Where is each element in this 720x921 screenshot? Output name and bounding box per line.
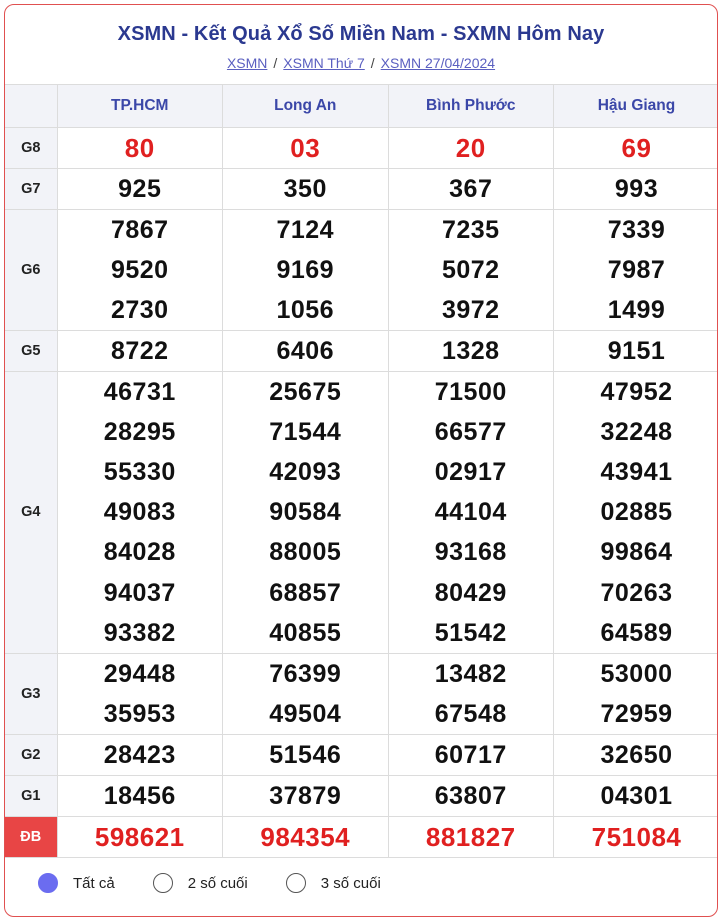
prize-label-header <box>5 85 57 127</box>
prize-cell <box>554 209 719 330</box>
prize-number: 03 <box>290 132 321 163</box>
prize-cell <box>57 734 223 775</box>
prize-cell <box>554 653 719 734</box>
prize-label: ĐB <box>5 817 57 858</box>
prize-cell <box>57 776 223 817</box>
prize-number: 93382 <box>103 618 176 647</box>
prize-label: G6 <box>5 209 57 330</box>
prize-cell <box>554 127 719 168</box>
prize-cell <box>223 653 389 734</box>
breadcrumb-link-xsmn[interactable]: XSMN <box>226 55 268 71</box>
prize-number: 68857 <box>269 578 342 607</box>
results-header <box>5 5 717 85</box>
prize-number: 1499 <box>607 295 666 324</box>
prize-number: 9520 <box>110 255 169 284</box>
prize-cell <box>388 734 554 775</box>
prize-label: G2 <box>5 734 57 775</box>
prize-number: 8722 <box>110 336 169 365</box>
prize-number: 76399 <box>269 659 342 688</box>
prize-row-g8 <box>5 127 718 168</box>
prize-number: 6406 <box>276 336 335 365</box>
prize-cell <box>57 127 223 168</box>
page-title: XSMN - Kết Quả Xổ Số Miền Nam - SXMN Hôm Nay <box>117 23 605 45</box>
filter-option-last-3[interactable] <box>286 873 381 893</box>
prize-number: 55330 <box>103 458 176 487</box>
prize-cell <box>223 734 389 775</box>
province-header: Hậu Giang <box>554 85 719 127</box>
prize-number: 751084 <box>591 822 682 853</box>
prize-number: 28295 <box>103 418 176 447</box>
prize-number: 93168 <box>434 538 507 567</box>
prize-cell <box>388 127 554 168</box>
prize-number: 37879 <box>269 782 342 810</box>
prize-cell <box>554 168 719 209</box>
prize-number: 1328 <box>441 336 500 365</box>
breadcrumb <box>5 55 717 71</box>
digit-filter <box>5 848 718 917</box>
prize-label: G8 <box>5 127 57 168</box>
prize-cell <box>223 127 389 168</box>
prize-label: G4 <box>5 372 57 654</box>
prize-number: 64589 <box>600 618 673 647</box>
prize-number: 7124 <box>276 215 335 244</box>
radio-button[interactable] <box>153 873 173 893</box>
prize-number: 881827 <box>425 822 516 853</box>
prize-number: 984354 <box>260 822 351 853</box>
prize-number: 70263 <box>600 578 673 607</box>
prize-number: 7339 <box>607 215 666 244</box>
prize-number: 32650 <box>600 740 673 769</box>
prize-cell <box>57 168 223 209</box>
prize-row-g6 <box>5 209 718 330</box>
prize-number: 80429 <box>434 578 507 607</box>
prize-number: 53000 <box>600 659 673 688</box>
prize-number: 51542 <box>434 618 507 647</box>
prize-cell <box>554 734 719 775</box>
prize-number: 42093 <box>269 458 342 487</box>
prize-number: 29448 <box>103 659 176 688</box>
prize-number: 2730 <box>110 295 169 324</box>
breadcrumb-separator: / <box>273 55 278 71</box>
prize-number: 71500 <box>434 378 507 407</box>
prize-number: 02917 <box>434 458 507 487</box>
prize-number: 71544 <box>269 418 342 447</box>
prize-number: 02885 <box>600 498 673 527</box>
province-header: TP.HCM <box>57 85 223 127</box>
province-header-row <box>5 85 718 127</box>
results-table <box>5 85 718 858</box>
prize-number: 598621 <box>94 822 185 853</box>
breadcrumb-link-xsmn-date[interactable]: XSMN 27/04/2024 <box>380 55 496 71</box>
prize-row-g7 <box>5 168 718 209</box>
prize-cell <box>388 372 554 654</box>
radio-button[interactable] <box>286 873 306 893</box>
prize-number: 66577 <box>434 418 507 447</box>
prize-cell <box>388 776 554 817</box>
prize-number: 94037 <box>103 578 176 607</box>
prize-number: 20 <box>455 132 486 163</box>
prize-row-g2 <box>5 734 718 775</box>
prize-number: 18456 <box>103 782 176 810</box>
results-body <box>5 127 718 858</box>
prize-number: 44104 <box>434 498 507 527</box>
prize-number: 7867 <box>110 215 169 244</box>
prize-number: 3972 <box>441 295 500 324</box>
prize-number: 49083 <box>103 498 176 527</box>
prize-number: 51546 <box>269 740 342 769</box>
breadcrumb-link-xsmn-thu-7[interactable]: XSMN Thứ 7 <box>283 55 365 71</box>
prize-row-g3 <box>5 653 718 734</box>
prize-number: 49504 <box>269 699 342 728</box>
filter-option-last-2[interactable] <box>153 873 248 893</box>
prize-label: G5 <box>5 330 57 371</box>
prize-number: 5072 <box>441 255 500 284</box>
prize-number: 04301 <box>600 782 673 810</box>
prize-number: 90584 <box>269 498 342 527</box>
prize-number: 13482 <box>434 659 507 688</box>
prize-cell <box>57 330 223 371</box>
prize-number: 60717 <box>434 740 507 769</box>
prize-number: 67548 <box>434 699 507 728</box>
prize-number: 7235 <box>441 215 500 244</box>
prize-cell <box>388 209 554 330</box>
prize-cell <box>223 330 389 371</box>
prize-cell <box>223 168 389 209</box>
prize-cell <box>388 653 554 734</box>
prize-cell <box>223 776 389 817</box>
prize-number: 69 <box>621 132 652 163</box>
prize-number: 1056 <box>276 295 335 324</box>
breadcrumb-separator: / <box>370 55 375 71</box>
prize-cell <box>388 330 554 371</box>
prize-cell <box>554 776 719 817</box>
province-header: Bình Phước <box>388 85 554 127</box>
prize-number: 99864 <box>600 538 673 567</box>
filter-option-all[interactable] <box>38 873 115 893</box>
prize-cell <box>388 168 554 209</box>
prize-number: 925 <box>118 174 162 203</box>
prize-row-g5 <box>5 330 718 371</box>
prize-number: 40855 <box>269 618 342 647</box>
prize-number: 9169 <box>276 255 335 284</box>
filter-option-label: Tất cả <box>73 874 115 892</box>
prize-row-g4 <box>5 372 718 654</box>
filter-option-label: 2 số cuối <box>187 874 248 892</box>
prize-number: 35953 <box>103 699 176 728</box>
prize-cell <box>223 372 389 654</box>
prize-number: 32248 <box>600 418 673 447</box>
prize-number: 80 <box>124 132 155 163</box>
province-header: Long An <box>223 85 389 127</box>
prize-number: 43941 <box>600 458 673 487</box>
prize-number: 88005 <box>269 538 342 567</box>
prize-number: 367 <box>449 174 493 203</box>
prize-cell <box>223 209 389 330</box>
prize-number: 46731 <box>103 378 176 407</box>
prize-number: 993 <box>614 174 659 203</box>
prize-cell <box>554 372 719 654</box>
prize-cell <box>57 372 223 654</box>
prize-number: 28423 <box>103 740 176 769</box>
prize-number: 63807 <box>434 782 507 810</box>
prize-cell <box>57 653 223 734</box>
prize-number: 72959 <box>600 699 673 728</box>
prize-number: 7987 <box>607 255 666 284</box>
prize-label: G3 <box>5 653 57 734</box>
prize-cell <box>57 209 223 330</box>
prize-cell <box>554 330 719 371</box>
prize-number: 84028 <box>103 538 176 567</box>
prize-row-g1 <box>5 776 718 817</box>
prize-number: 47952 <box>600 378 673 407</box>
prize-label: G7 <box>5 168 57 209</box>
prize-number: 25675 <box>269 378 342 407</box>
filter-option-label: 3 số cuối <box>320 874 381 892</box>
results-card <box>4 4 718 917</box>
prize-label: G1 <box>5 776 57 817</box>
radio-button[interactable] <box>38 873 58 893</box>
prize-number: 350 <box>283 174 327 203</box>
prize-number: 9151 <box>607 336 666 365</box>
